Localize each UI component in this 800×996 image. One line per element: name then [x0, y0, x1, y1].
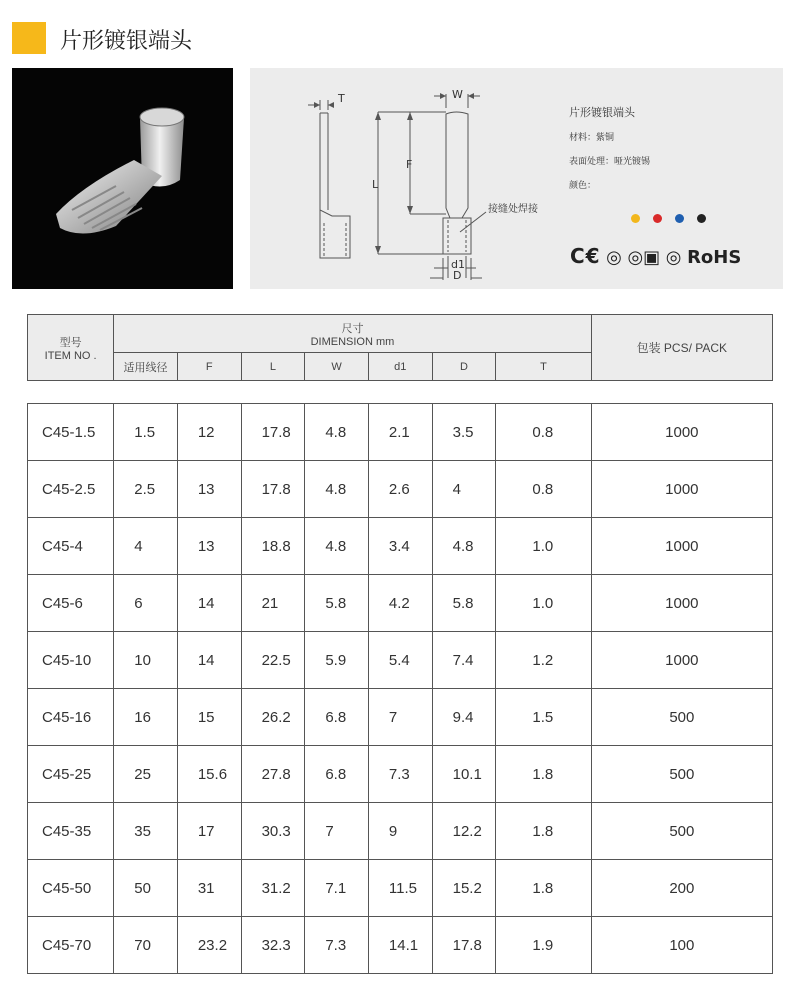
rohs-mark: RoHS: [687, 247, 742, 268]
cell-f: 13: [177, 461, 241, 518]
cell-f: 14: [177, 632, 241, 689]
cell-pack: 500: [591, 803, 772, 860]
cell-d: 7.4: [432, 632, 496, 689]
table-row: [28, 860, 773, 917]
cell-d1: 7: [368, 689, 432, 746]
cell-d: 15.2: [432, 860, 496, 917]
cell-model: C45-35: [28, 803, 114, 860]
cell-l: 32.3: [241, 917, 305, 974]
header-pack: 包装 PCS/ PACK: [591, 315, 772, 381]
cell-d1: 2.6: [368, 461, 432, 518]
table-row: [28, 575, 773, 632]
cell-model: C45-2.5: [28, 461, 114, 518]
spec-table-body: [28, 381, 773, 974]
cell-d: 4: [432, 461, 496, 518]
cell-d1: 11.5: [368, 860, 432, 917]
cell-t: 1.8: [496, 860, 591, 917]
col-d: D: [432, 353, 496, 381]
cell-l: 22.5: [241, 632, 305, 689]
cell-t: 1.2: [496, 632, 591, 689]
cell-pack: 1000: [591, 575, 772, 632]
cell-w: 4.8: [305, 518, 369, 575]
dim-label-d: D: [453, 269, 462, 282]
col-f: F: [177, 353, 241, 381]
cell-f: 23.2: [177, 917, 241, 974]
cell-d1: 14.1: [368, 917, 432, 974]
cell-d: 4.8: [432, 518, 496, 575]
cell-d1: 7.3: [368, 746, 432, 803]
cell-w: 5.8: [305, 575, 369, 632]
color-dot-red: [653, 214, 662, 223]
table-row: [28, 461, 773, 518]
page-title: 片形镀银端头: [60, 29, 193, 54]
cell-l: 18.8: [241, 518, 305, 575]
table-row: [28, 632, 773, 689]
cell-pack: 1000: [591, 404, 772, 461]
cell-model: C45-10: [28, 632, 114, 689]
table-row: [28, 404, 773, 461]
cell-t: 1.9: [496, 917, 591, 974]
material-text: 材料：紫铜: [569, 133, 615, 143]
cell-d: 9.4: [432, 689, 496, 746]
col-w: W: [305, 353, 369, 381]
cert-seal-icon-3: ◎: [665, 247, 682, 268]
cell-model: C45-1.5: [28, 404, 114, 461]
cell-model: C45-4: [28, 518, 114, 575]
cell-pack: 1000: [591, 518, 772, 575]
cell-pack: 500: [591, 746, 772, 803]
cell-w: 7.1: [305, 860, 369, 917]
cell-model: C45-16: [28, 689, 114, 746]
cell-model: C45-70: [28, 917, 114, 974]
cell-l: 17.8: [241, 461, 305, 518]
dim-label-f: F: [406, 158, 413, 171]
cell-wire: 4: [114, 518, 178, 575]
terminal-photo-illustration: [12, 68, 233, 289]
header-item-cn: 型号: [59, 336, 82, 349]
cell-l: 21: [241, 575, 305, 632]
cert-seal-icon-2: ◎▣: [627, 247, 661, 268]
header-dimension: [114, 315, 591, 353]
cell-wire: 16: [114, 689, 178, 746]
cell-d: 12.2: [432, 803, 496, 860]
cell-wire: 6: [114, 575, 178, 632]
cert-seal-icon-1: ◎: [606, 247, 622, 268]
cell-f: 15.6: [177, 746, 241, 803]
col-d1: d1: [368, 353, 432, 381]
cell-model: C45-6: [28, 575, 114, 632]
cell-l: 26.2: [241, 689, 305, 746]
col-wire: 适用线径: [114, 353, 178, 381]
table-row: [28, 746, 773, 803]
cell-f: 14: [177, 575, 241, 632]
cell-d1: 2.1: [368, 404, 432, 461]
cell-l: 27.8: [241, 746, 305, 803]
spec-table: [27, 314, 773, 974]
cell-f: 31: [177, 860, 241, 917]
col-t: T: [496, 353, 591, 381]
cell-t: 1.8: [496, 803, 591, 860]
cell-t: 1.0: [496, 518, 591, 575]
header-item-en: ITEM NO .: [44, 349, 97, 362]
cell-wire: 50: [114, 860, 178, 917]
col-l: L: [241, 353, 305, 381]
cell-f: 13: [177, 518, 241, 575]
dim-label-t: T: [338, 92, 345, 105]
surface-treatment-text: 表面处理：哑光镀锡: [569, 157, 651, 167]
cell-d: 3.5: [432, 404, 496, 461]
weld-note: 接缝处焊接: [488, 204, 538, 215]
header-item-no: [28, 315, 114, 381]
cell-wire: 1.5: [114, 404, 178, 461]
cell-wire: 10: [114, 632, 178, 689]
cell-w: 7.3: [305, 917, 369, 974]
cell-t: 0.8: [496, 404, 591, 461]
cell-w: 7: [305, 803, 369, 860]
cell-w: 6.8: [305, 746, 369, 803]
cell-t: 1.0: [496, 575, 591, 632]
cell-pack: 500: [591, 689, 772, 746]
table-row: [28, 518, 773, 575]
cell-f: 12: [177, 404, 241, 461]
cell-wire: 25: [114, 746, 178, 803]
table-row: [28, 917, 773, 974]
color-dot-blue: [675, 214, 684, 223]
cell-l: 30.3: [241, 803, 305, 860]
title-accent-square: [12, 22, 46, 54]
ce-mark-icon: C€: [570, 244, 601, 268]
cell-t: 0.8: [496, 461, 591, 518]
cell-f: 15: [177, 689, 241, 746]
product-name: 片形镀银端头: [569, 106, 635, 119]
product-photo: [12, 68, 233, 289]
color-dot-black: [697, 214, 706, 223]
cell-model: C45-25: [28, 746, 114, 803]
cell-wire: 35: [114, 803, 178, 860]
technical-drawing-panel: [250, 68, 783, 289]
dim-label-w: W: [452, 88, 463, 101]
dim-label-d1: d1: [451, 258, 465, 271]
cell-d1: 9: [368, 803, 432, 860]
color-label: 颜色：: [569, 181, 597, 191]
cell-pack: 1000: [591, 632, 772, 689]
cell-d: 5.8: [432, 575, 496, 632]
cell-w: 6.8: [305, 689, 369, 746]
cell-l: 31.2: [241, 860, 305, 917]
cell-pack: 100: [591, 917, 772, 974]
cell-d: 10.1: [432, 746, 496, 803]
table-row: [28, 689, 773, 746]
certification-marks: [570, 244, 741, 268]
cell-t: 1.5: [496, 689, 591, 746]
cell-model: C45-50: [28, 860, 114, 917]
cell-wire: 70: [114, 917, 178, 974]
cell-d: 17.8: [432, 917, 496, 974]
cell-l: 17.8: [241, 404, 305, 461]
header-dim-cn: 尺寸: [341, 322, 364, 335]
cell-pack: 200: [591, 860, 772, 917]
cell-d1: 4.2: [368, 575, 432, 632]
table-row: [28, 803, 773, 860]
header-dim-en: DIMENSION mm: [310, 335, 395, 348]
cell-w: 4.8: [305, 461, 369, 518]
cell-f: 17: [177, 803, 241, 860]
dim-label-l: L: [372, 178, 379, 191]
cell-d1: 5.4: [368, 632, 432, 689]
cell-w: 4.8: [305, 404, 369, 461]
cell-wire: 2.5: [114, 461, 178, 518]
cell-d1: 3.4: [368, 518, 432, 575]
cell-w: 5.9: [305, 632, 369, 689]
cell-t: 1.8: [496, 746, 591, 803]
cell-pack: 1000: [591, 461, 772, 518]
color-dot-yellow: [631, 214, 640, 223]
